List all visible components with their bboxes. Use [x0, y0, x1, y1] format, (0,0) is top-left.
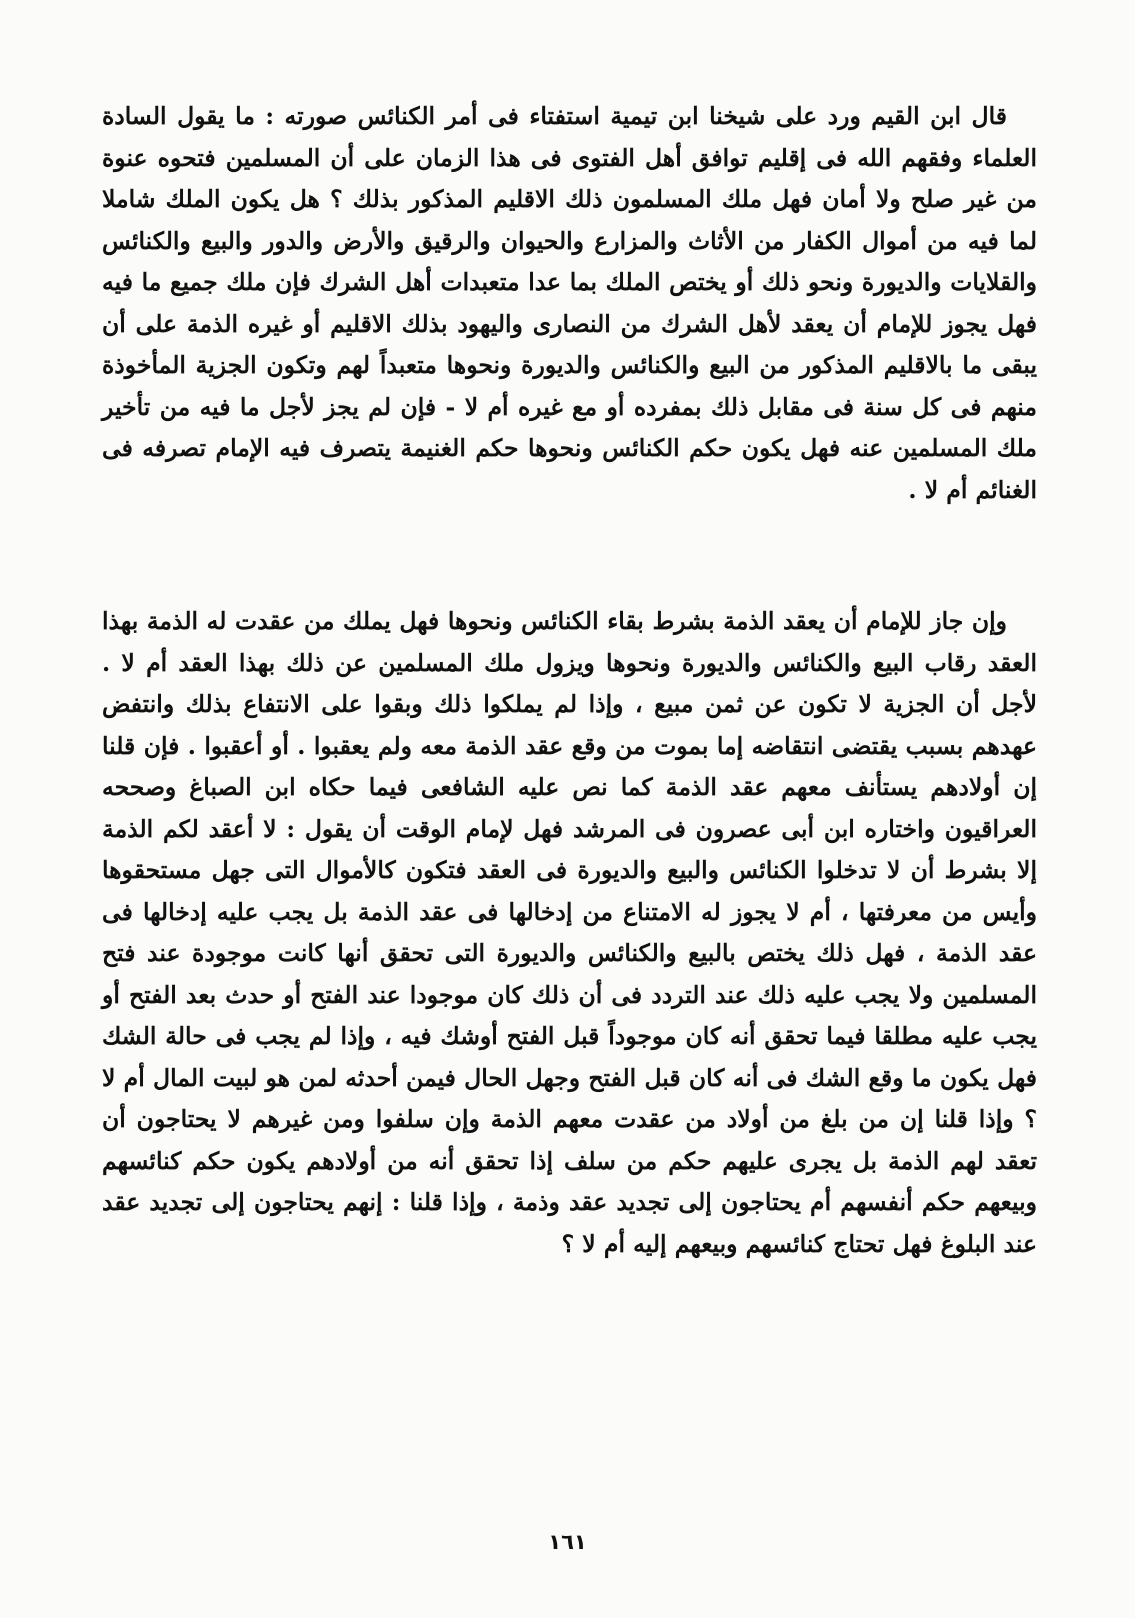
- text-block-first: [102, 96, 1037, 511]
- paragraph-fatwa-question: قال ابن القيم ورد على شيخنا ابن تيمية استفتاء فى أمر الكنائس صورته : ما يقول السادة العلماء وفقهم الله فى إقليم توافق أهل الفتوى فى هذا الزمان على أن المسلمين فتحوه عنوة من غير صلح ولا أمان فهل ملك المسلمون ذلك الاقليم المذكور بذلك ؟ هل يكون الملك شاملا لما فيه من أموال الكفار من الأثاث والمزارع والحيوان والرقيق والأرض والدور والبيع والكنائس والقلايات والديورة ونحو ذلك أو يختص الملك بما عدا متعبدات أهل الشرك فإن ملك جميع ما فيه فهل يجوز للإمام أن يعقد لأهل الشرك من النصارى واليهود بذلك الاقليم أو غيره الذمة على أن يبقى ما بالاقليم المذكور من البيع والكنائس والديورة ونحوها متعبداً لهم وتكون الجزية المأخوذة منهم فى كل سنة فى مقابل ذلك بمفرده أو مع غيره أم لا - فإن لم يجز لأجل ما فيه من تأخير ملك المسلمين عنه فهل يكون حكم الكنائس ونحوها حكم الغنيمة يتصرف فيه الإمام تصرفه فى الغنائم أم لا .: [102, 102, 1037, 504]
- text-block-second: [102, 601, 1037, 1265]
- page-number: ١٦١: [548, 1530, 587, 1554]
- paragraph-dhimma-conditions: وإن جاز للإمام أن يعقد الذمة بشرط بقاء الكنائس ونحوها فهل يملك من عقدت له الذمة بهذا العقد رقاب البيع والكنائس والديورة ونحوها ويزول ملك المسلمين عن ذلك بهذا العقد أم لا . لأجل أن الجزية لا تكون عن ثمن مبيع ، وإذا لم يملكوا ذلك وبقوا على الانتفاع بذلك وانتفض عهدهم بسبب يقتضى انتقاضه إما بموت من وقع عقد الذمة معه ولم يعقبوا . أو أعقبوا . فإن قلنا إن أولادهم يستأنف معهم عقد الذمة كما نص عليه الشافعى فيما حكاه ابن الصباغ وصححه العراقيون واختاره ابن أبى عصرون فى المرشد فهل لإمام الوقت أن يقول : لا أعقد لكم الذمة إلا بشرط أن لا تدخلوا الكنائس والبيع والديورة فى العقد فتكون كالأموال التى جهل مستحقوها وأيس من معرفتها ، أم لا يجوز له الامتناع من إدخالها فى عقد الذمة بل يجب عليه إدخالها فى عقد الذمة ، فهل ذلك يختص بالبيع والكنائس والديورة التى تحقق أنها كانت موجودة عند فتح المسلمين ولا يجب عليه ذلك عند التردد فى أن ذلك كان موجودا عند الفتح أو حدث بعد الفتح أو يجب عليه مطلقا فيما تحقق أنه كان موجوداً قبل الفتح أوشك فيه ، وإذا لم يجب فى حالة الشك فهل يكون ما وقع الشك فى أنه كان قبل الفتح وجهل الحال فيمن أحدثه لمن هو لبيت المال أم لا ؟ وإذا قلنا إن من بلغ من أولاد من عقدت معهم الذمة وإن سلفوا ومن غيرهم لا يحتاجون أن تعقد لهم الذمة بل يجرى عليهم حكم من سلف إذا تحقق أنه من أولادهم يكون حكم كنائسهم وبيعهم حكم أنفسهم أم يحتاجون إلى تجديد عقد وذمة ، وإذا قلنا : إنهم يحتاجون إلى تجديد عقد عند البلوغ فهل تحتاج كنائسهم وبيعهم إليه أم لا ؟: [102, 607, 1037, 1258]
